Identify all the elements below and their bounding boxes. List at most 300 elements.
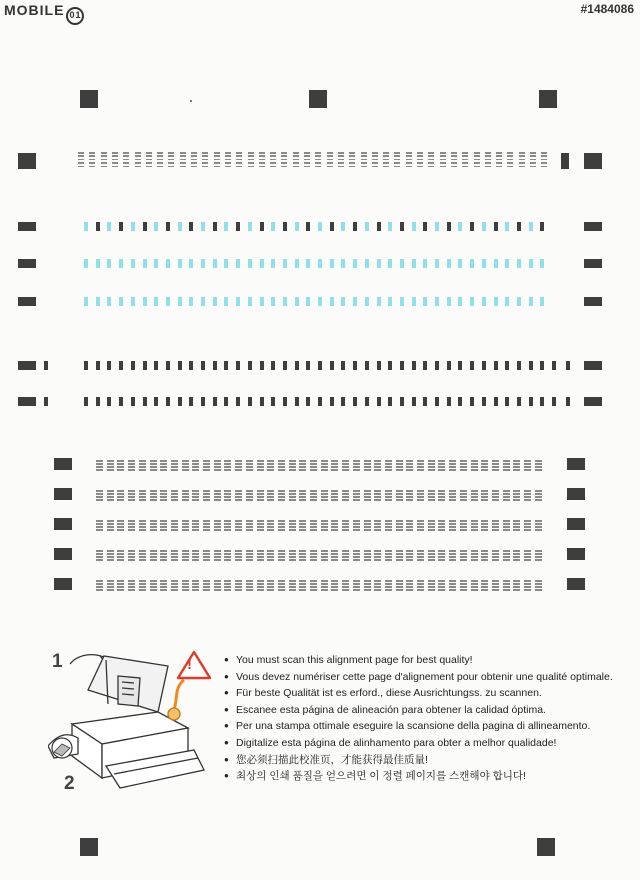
pattern-mark (535, 583, 542, 585)
pattern-mark (353, 520, 360, 522)
pattern-mark (160, 550, 167, 552)
pattern-mark (331, 499, 338, 501)
pattern-mark (396, 556, 403, 558)
pattern-mark (524, 586, 531, 588)
pattern-mark (246, 583, 253, 585)
pattern-mark (270, 155, 276, 157)
pattern-mark (123, 152, 129, 154)
pattern-mark (96, 259, 100, 268)
pattern-mark (406, 589, 413, 591)
pattern-mark (299, 553, 306, 555)
pattern-mark (246, 466, 253, 468)
pattern-mark (517, 297, 521, 306)
pattern-mark (524, 526, 531, 528)
pattern-mark (259, 152, 265, 154)
pattern-mark (460, 586, 467, 588)
pattern-mark (139, 583, 146, 585)
pattern-mark (331, 460, 338, 462)
pattern-mark (310, 466, 317, 468)
pattern-mark (257, 463, 264, 465)
pattern-mark (271, 259, 275, 268)
pattern-mark (327, 162, 333, 164)
pattern-mark (160, 586, 167, 588)
pattern-mark (470, 397, 474, 406)
pattern-mark (447, 397, 451, 406)
pattern-mark (529, 259, 533, 268)
pattern-mark (492, 556, 499, 558)
step-1-label: 1 (52, 651, 63, 672)
pattern-mark (503, 586, 510, 588)
pattern-mark (331, 553, 338, 555)
pattern-mark (236, 166, 242, 168)
pattern-mark (507, 159, 513, 161)
pattern-mark (117, 469, 124, 471)
pattern-mark (315, 159, 321, 161)
pattern-mark (449, 556, 456, 558)
pattern-mark (96, 583, 103, 585)
pattern-mark (150, 499, 157, 501)
pattern-mark (235, 550, 242, 552)
pattern-mark (224, 499, 231, 501)
pattern-mark (224, 259, 228, 268)
pattern-mark (224, 589, 231, 591)
pattern-mark (278, 580, 285, 582)
pattern-mark (524, 520, 531, 522)
pattern-mark (107, 297, 111, 306)
pattern-mark (310, 580, 317, 582)
pattern-mark (267, 466, 274, 468)
pattern-mark (428, 463, 435, 465)
pattern-mark (191, 166, 197, 168)
pattern-mark (492, 553, 499, 555)
pattern-mark (143, 397, 147, 406)
pattern-mark (224, 466, 231, 468)
pattern-mark (192, 529, 199, 531)
pattern-mark (494, 297, 498, 306)
pattern-mark (107, 499, 114, 501)
pattern-mark (447, 222, 451, 231)
pattern-mark (310, 523, 317, 525)
pattern-mark (485, 152, 491, 154)
pattern-mark (492, 589, 499, 591)
pattern-mark (513, 583, 520, 585)
pattern-mark (289, 523, 296, 525)
pattern-mark (513, 556, 520, 558)
pattern-mark (107, 526, 114, 528)
pattern-mark (235, 466, 242, 468)
pattern-mark (447, 361, 451, 370)
pattern-mark (374, 499, 381, 501)
pattern-mark (435, 397, 439, 406)
pattern-mark (96, 526, 103, 528)
pattern-mark (460, 583, 467, 585)
pattern-mark (107, 469, 114, 471)
pattern-mark (89, 152, 95, 154)
instruction-list (224, 652, 613, 785)
pattern-mark (471, 586, 478, 588)
registration-square (18, 153, 36, 169)
pattern-mark (396, 499, 403, 501)
pattern-mark (428, 159, 434, 161)
pattern-mark (331, 583, 338, 585)
pattern-mark (535, 550, 542, 552)
pattern-mark (374, 469, 381, 471)
pattern-mark (157, 159, 163, 161)
pattern-mark (519, 152, 525, 154)
pattern-mark (374, 559, 381, 561)
pattern-mark (400, 397, 404, 406)
pattern-mark (481, 493, 488, 495)
pattern-mark (139, 466, 146, 468)
pattern-mark (235, 523, 242, 525)
pattern-mark (438, 520, 445, 522)
pattern-mark (364, 523, 371, 525)
pattern-mark (160, 556, 167, 558)
pattern-mark (267, 580, 274, 582)
pattern-mark (374, 526, 381, 528)
row-marker (18, 297, 36, 306)
pattern-mark (139, 499, 146, 501)
pattern-mark (267, 496, 274, 498)
pattern-mark (123, 159, 129, 161)
pattern-mark (107, 361, 111, 370)
pattern-mark (412, 361, 416, 370)
pattern-mark (214, 520, 221, 522)
pattern-mark (283, 397, 287, 406)
pattern-mark (485, 155, 491, 157)
pattern-mark (214, 152, 220, 154)
registration-square (539, 90, 557, 108)
pattern-mark (246, 520, 253, 522)
pattern-mark (396, 580, 403, 582)
pattern-mark (474, 159, 480, 161)
pattern-mark (447, 259, 451, 268)
pattern-mark (364, 496, 371, 498)
pattern-mark (505, 259, 509, 268)
pattern-mark (535, 460, 542, 462)
pattern-mark (257, 583, 264, 585)
pattern-mark (304, 162, 310, 164)
pattern-mark (503, 556, 510, 558)
pattern-mark (214, 589, 221, 591)
pattern-mark (374, 493, 381, 495)
pattern-mark (365, 397, 369, 406)
pattern-mark (295, 297, 299, 306)
pattern-mark (236, 361, 240, 370)
pattern-mark (519, 162, 525, 164)
pattern-mark (474, 162, 480, 164)
pattern-mark (481, 496, 488, 498)
pattern-mark (248, 259, 252, 268)
pattern-mark (248, 222, 252, 231)
pattern-mark (388, 397, 392, 406)
pattern-mark (248, 361, 252, 370)
pattern-mark (428, 580, 435, 582)
pattern-mark (530, 166, 536, 168)
pattern-mark (417, 526, 424, 528)
pattern-mark (342, 586, 349, 588)
pattern-mark (236, 297, 240, 306)
pattern-mark (438, 526, 445, 528)
pattern-mark (519, 159, 525, 161)
pattern-mark (128, 469, 135, 471)
pattern-mark (471, 469, 478, 471)
pattern-mark (203, 493, 210, 495)
pattern-mark (289, 493, 296, 495)
pattern-mark (342, 553, 349, 555)
pattern-mark (535, 466, 542, 468)
pattern-mark (96, 297, 100, 306)
pattern-mark (96, 397, 100, 406)
pattern-mark (150, 463, 157, 465)
pattern-mark (471, 529, 478, 531)
pattern-mark (449, 460, 456, 462)
pattern-mark (349, 152, 355, 154)
pattern-mark (517, 259, 521, 268)
pattern-mark (494, 222, 498, 231)
pattern-mark (383, 155, 389, 157)
pattern-mark (278, 586, 285, 588)
pattern-mark (423, 222, 427, 231)
pattern-mark (203, 559, 210, 561)
pattern-mark (513, 499, 520, 501)
pattern-mark (505, 397, 509, 406)
pattern-mark (131, 361, 135, 370)
pattern-mark (117, 529, 124, 531)
pattern-mark (117, 523, 124, 525)
pattern-mark (139, 580, 146, 582)
pattern-mark (481, 550, 488, 552)
pattern-mark (513, 586, 520, 588)
pattern-mark (412, 222, 416, 231)
pattern-mark (330, 222, 334, 231)
pattern-mark (524, 559, 531, 561)
pattern-mark (235, 556, 242, 558)
pattern-mark (353, 466, 360, 468)
pattern-mark (417, 493, 424, 495)
pattern-mark (131, 259, 135, 268)
pattern-mark (236, 155, 242, 157)
pattern-mark (203, 529, 210, 531)
pattern-mark (299, 469, 306, 471)
pattern-mark (338, 155, 344, 157)
pattern-mark (160, 589, 167, 591)
pattern-mark (128, 550, 135, 552)
pattern-mark (117, 556, 124, 558)
pattern-mark (449, 469, 456, 471)
pattern-mark (128, 466, 135, 468)
pattern-mark (460, 559, 467, 561)
pattern-mark (131, 222, 135, 231)
row-marker (54, 458, 72, 470)
pattern-mark (289, 556, 296, 558)
pattern-mark (353, 463, 360, 465)
pattern-mark (503, 496, 510, 498)
pattern-mark (385, 580, 392, 582)
pattern-mark (485, 166, 491, 168)
pattern-mark (400, 297, 404, 306)
pattern-mark (214, 559, 221, 561)
pattern-mark (440, 155, 446, 157)
pattern-mark (203, 526, 210, 528)
pattern-mark (289, 526, 296, 528)
pattern-mark (171, 499, 178, 501)
pattern-mark (259, 162, 265, 164)
pattern-mark (524, 490, 531, 492)
pattern-mark (96, 493, 103, 495)
pattern-mark (417, 550, 424, 552)
pattern-mark (236, 259, 240, 268)
pattern-mark (449, 526, 456, 528)
pattern-mark (494, 361, 498, 370)
pattern-mark (131, 397, 135, 406)
pattern-mark (385, 460, 392, 462)
pattern-mark (460, 523, 467, 525)
pattern-mark (361, 166, 367, 168)
pattern-mark (182, 499, 189, 501)
pattern-mark (507, 162, 513, 164)
pattern-mark (492, 559, 499, 561)
pattern-mark (342, 526, 349, 528)
pattern-mark (160, 496, 167, 498)
pattern-mark (289, 553, 296, 555)
pattern-mark (482, 259, 486, 268)
pattern-mark (406, 460, 413, 462)
pattern-mark (299, 460, 306, 462)
pattern-mark (201, 222, 205, 231)
row-marker (18, 222, 36, 231)
pattern-mark (295, 361, 299, 370)
pattern-mark (385, 523, 392, 525)
pattern-mark (78, 152, 84, 154)
pattern-mark (236, 397, 240, 406)
pattern-mark (374, 586, 381, 588)
pattern-mark (278, 520, 285, 522)
pattern-mark (341, 297, 345, 306)
pattern-mark (438, 523, 445, 525)
pattern-mark (128, 499, 135, 501)
pattern-mark (189, 297, 193, 306)
pattern-mark (428, 493, 435, 495)
pattern-mark (168, 166, 174, 168)
pattern-mark (180, 162, 186, 164)
pattern-mark (377, 222, 381, 231)
pattern-mark (374, 589, 381, 591)
pattern-mark (171, 559, 178, 561)
pattern-mark (374, 580, 381, 582)
pattern-mark (481, 523, 488, 525)
pattern-mark (171, 496, 178, 498)
pattern-mark (513, 466, 520, 468)
pattern-mark (513, 589, 520, 591)
pattern-mark (412, 397, 416, 406)
pattern-mark (278, 496, 285, 498)
row-marker (584, 361, 602, 370)
pattern-mark (417, 159, 423, 161)
pattern-mark (435, 259, 439, 268)
pattern-mark (460, 490, 467, 492)
pattern-mark (481, 556, 488, 558)
pattern-mark (299, 589, 306, 591)
pattern-mark (353, 259, 357, 268)
pattern-mark (192, 499, 199, 501)
pattern-mark (541, 159, 547, 161)
pattern-mark (154, 361, 158, 370)
pattern-mark (203, 460, 210, 462)
pattern-mark (192, 583, 199, 585)
pattern-mark (166, 259, 170, 268)
pattern-mark (117, 553, 124, 555)
pattern-mark (385, 466, 392, 468)
pattern-mark (385, 526, 392, 528)
pattern-mark (417, 496, 424, 498)
pattern-mark (535, 553, 542, 555)
pattern-mark (235, 499, 242, 501)
pattern-mark (458, 397, 462, 406)
pattern-mark (342, 559, 349, 561)
pattern-mark (535, 496, 542, 498)
pattern-mark (310, 460, 317, 462)
pattern-mark (428, 550, 435, 552)
pattern-mark (377, 259, 381, 268)
pattern-mark (178, 397, 182, 406)
pattern-mark (440, 166, 446, 168)
pattern-mark (96, 490, 103, 492)
pattern-mark (224, 580, 231, 582)
pattern-mark (192, 490, 199, 492)
pattern-mark (417, 499, 424, 501)
pattern-mark (341, 222, 345, 231)
pattern-mark (353, 490, 360, 492)
pattern-mark (214, 469, 221, 471)
pattern-mark (396, 586, 403, 588)
pattern-mark (278, 523, 285, 525)
pattern-mark (246, 496, 253, 498)
pattern-mark (171, 520, 178, 522)
pattern-mark (353, 297, 357, 306)
pattern-mark (377, 397, 381, 406)
pattern-mark (96, 520, 103, 522)
pattern-mark (353, 553, 360, 555)
pattern-mark (78, 155, 84, 157)
pattern-mark (342, 556, 349, 558)
pattern-mark (119, 259, 123, 268)
pattern-mark (150, 583, 157, 585)
pattern-mark (213, 361, 217, 370)
pattern-mark (310, 469, 317, 471)
pattern-mark (327, 159, 333, 161)
pattern-mark (349, 155, 355, 157)
pattern-mark (440, 162, 446, 164)
pattern-mark (299, 499, 306, 501)
pattern-mark (139, 490, 146, 492)
row-marker (584, 297, 602, 306)
pattern-mark (150, 580, 157, 582)
pattern-mark (267, 589, 274, 591)
pattern-mark (428, 162, 434, 164)
pattern-mark (524, 550, 531, 552)
pattern-mark (139, 553, 146, 555)
pattern-mark (257, 586, 264, 588)
pattern-mark (128, 586, 135, 588)
pattern-mark (117, 490, 124, 492)
pattern-mark (385, 559, 392, 561)
pattern-mark (552, 397, 556, 406)
pattern-mark (342, 469, 349, 471)
pattern-mark (492, 583, 499, 585)
row-marker (567, 458, 585, 470)
pattern-mark (96, 463, 103, 465)
